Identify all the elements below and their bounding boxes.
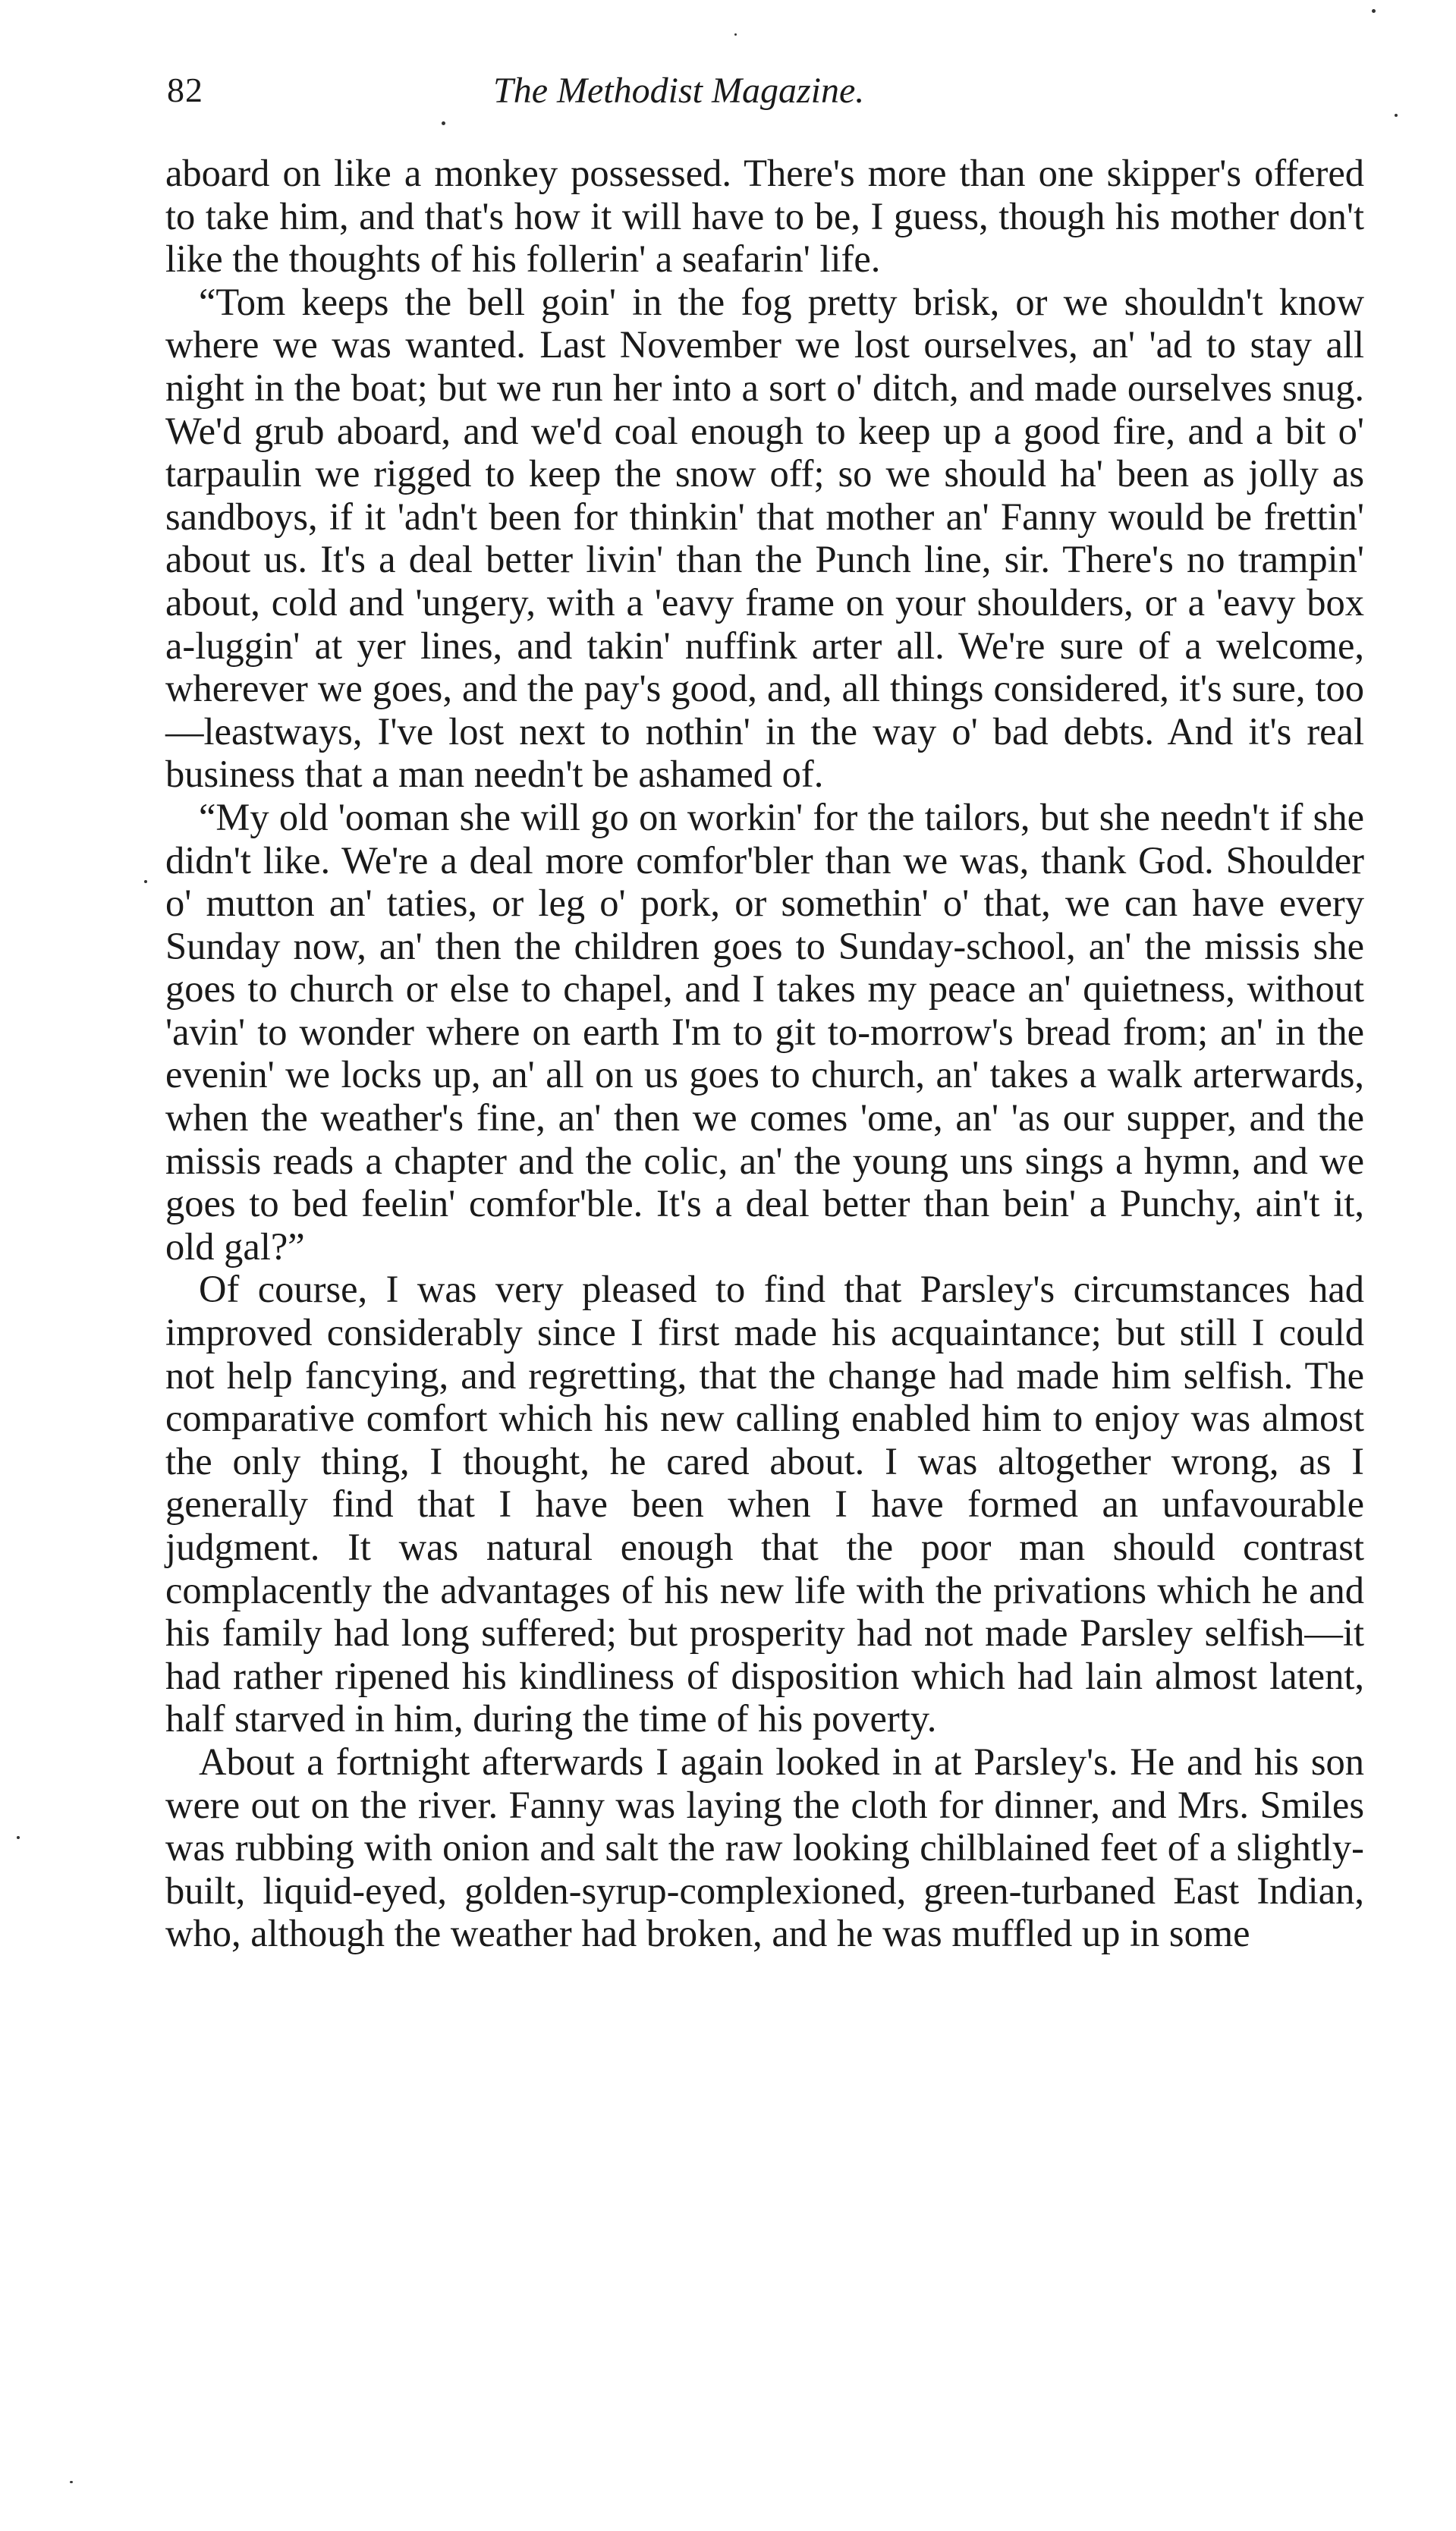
paragraph-1: aboard on like a monkey possessed. There's more than one skipper's offered to take him, and that's how it will have to be, I guess, though his mother don't like the thoughts of his follerin' a seafarin' life. xyxy=(165,152,1364,281)
paragraph-3: “My old 'ooman she will go on workin' for the tailors, but she needn't if she didn't like. We're a deal more comfor'bler than we was, thank God. Shoulder o' mutton an' taties, or leg o' pork, or somethin' o' that, we can have every Sunday now, an' then the children goes to Sunday-school, an' the missis she goes to church or else to chapel, and I takes my peace an' quietness, without 'avin' to wonder where on earth I'm to git to-morrow's bread from; an' in the evenin' we locks up, an' all on us goes to church, an' takes a walk arterwards, when the weather's fine, an' then we comes 'ome, an' 'as our supper, and the missis reads a chapter and the colic, an' the young uns sings a hymn, and we goes to bed feelin' comfor'ble. It's a deal better than bein' a Punchy, ain't it, old gal?” xyxy=(165,795,1364,1268)
scan-speck xyxy=(1395,114,1398,117)
paragraph-5: About a fortnight afterwards I again looked in at Parsley's. He and his son were out on the river. Fanny was laying the cloth for dinner, and Mrs. Smiles was rubbing with onion and salt the raw looking chilblained feet of a slightly-built, liquid-eyed, golden-syrup-complexioned, green-turbaned East Indian, who, although the weather had broken, and he was muffled up in some xyxy=(165,1740,1364,1955)
scan-speck xyxy=(17,1836,20,1839)
running-title: The Methodist Magazine. xyxy=(493,71,865,111)
paragraph-4: Of course, I was very pleased to find that Parsley's circumstances had improved considerably since I first made his acquaintance; but still I could not help fancying, and regretting, that the change had made him selfish. The comparative comfort which his new calling enabled him to enjoy was almost the only thing, I thought, he cared about. I was altogether wrong, as I generally find that I have been when I have formed an unfavourable judgment. It was natural enough that the poor man should contrast complacently the advantages of his new life with the privations which he and his family had long suffered; but prosperity had not made Parsley selfish—it had rather ripened his kindliness of disposition which had lain almost latent, half starved in him, during the time of his poverty. xyxy=(165,1268,1364,1740)
body-text xyxy=(165,152,1364,1955)
scan-speck xyxy=(1372,9,1376,13)
scan-speck xyxy=(442,121,445,125)
page-header xyxy=(167,70,1381,123)
scan-speck xyxy=(70,2481,73,2483)
scan-speck xyxy=(144,880,147,883)
page-number: 82 xyxy=(167,71,203,109)
scan-speck xyxy=(734,33,737,36)
paragraph-2: “Tom keeps the bell goin' in the fog pretty brisk, or we shouldn't know where we was wanted. Last November we lost ourselves, an' 'ad to stay all night in the boat; but we run her into a sort o' ditch, and made ourselves snug. We'd grub aboard, and we'd coal enough to keep up a good fire, and a bit o' tarpaulin we rigged to keep the snow off; so we should ha' been as jolly as sandboys, if it 'adn't been for thinkin' that mother an' Fanny would be frettin' about us. It's a deal better livin' than the Punch line, sir. There's no trampin' about, cold and 'ungery, with a 'eavy frame on your shoulders, or a 'eavy box a-luggin' at yer lines, and takin' nuffink arter all. We're sure of a welcome, wherever we goes, and the pay's good, and, all things considered, it's sure, too—leastways, I've lost next to nothin' in the way o' bad debts. And it's real business that a man needn't be ashamed of. xyxy=(165,280,1364,796)
